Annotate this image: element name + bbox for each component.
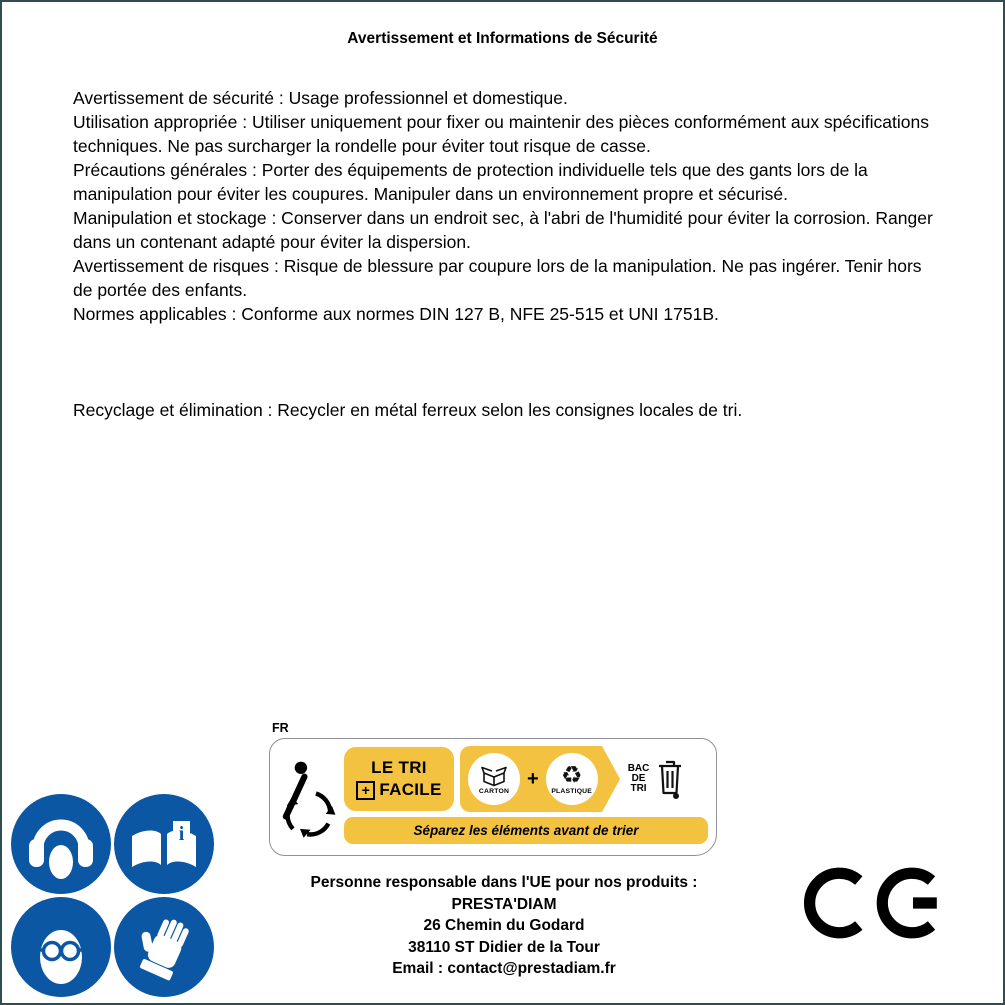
material-label: CARTON <box>478 788 510 795</box>
company-name: PRESTA'DIAM <box>451 895 557 913</box>
tri-facile-label <box>269 738 717 856</box>
responsible-person-block <box>257 872 751 980</box>
safety-paragraph: Utilisation appropriée : Utiliser uniquement pour fixer ou maintenir des pièces conformément aux spécifications techniques. Ne pas surcharger la rondelle pour éviter tout risque de casse. <box>73 112 929 156</box>
manual-book-glyph <box>114 794 214 894</box>
trash-bin-icon <box>655 758 685 800</box>
wear-eye-protection-icon <box>11 897 111 997</box>
le-tri-facile-pill <box>344 747 454 811</box>
safety-paragraph: Avertissement de sécurité : Usage professionnel et domestique. <box>73 88 568 108</box>
wear-ear-protection-icon <box>11 794 111 894</box>
safety-paragraph: Manipulation et stockage : Conserver dans un endroit sec, à l'abri de l'humidité pour éviter la corrosion. Ranger dans un contenant adapté pour éviter la dispersion. <box>73 208 933 252</box>
page-title: Avertissement et Informations de Sécurité <box>347 30 658 47</box>
read-instruction-manual-icon <box>114 794 214 894</box>
address-line-1: 26 Chemin du Godard <box>423 917 585 934</box>
recycling-paragraph: Recyclage et élimination : Recycler en métal ferreux selon les consignes locales de tri. <box>73 400 743 420</box>
bac-de-tri-label: BAC DE TRI <box>627 763 650 794</box>
responsible-heading: Personne responsable dans l'UE pour nos produits : <box>310 874 698 891</box>
arrow-chevron-icon <box>602 746 620 812</box>
svg-text:i: i <box>178 823 185 845</box>
address-line-2: 38110 ST Didier de la Tour <box>408 938 600 956</box>
le-tri-text: LE TRI <box>371 758 427 777</box>
wear-protective-gloves-icon <box>114 897 214 997</box>
mandatory-pictograms <box>11 794 214 997</box>
material-plastique <box>546 753 598 805</box>
ear-protection-glyph <box>11 794 111 894</box>
safety-text-block <box>73 86 945 422</box>
plus-separator: + <box>527 767 539 790</box>
safety-paragraph: Normes applicables : Conforme aux normes DIN 127 B, NFE 25-515 et UNI 1751B. <box>73 304 719 324</box>
glove-glyph <box>114 897 214 997</box>
goggles-glyph <box>11 897 111 997</box>
plus-box-icon: + <box>356 781 375 800</box>
country-code-label: FR <box>272 721 289 735</box>
carton-box-icon <box>481 763 507 787</box>
email-line: Email : contact@prestadiam.fr <box>392 960 616 977</box>
triman-icon <box>276 745 340 849</box>
facile-text: FACILE <box>379 780 442 799</box>
recycling-triangle-icon: ♻ <box>560 761 583 789</box>
safety-paragraph: Précautions générales : Porter des équipements de protection individuelle tels que des gants lors de la manipulation pour éviter les coupures. Manipuler dans un environnement propre et sécurisé. <box>73 160 868 204</box>
safety-paragraph: Avertissement de risques : Risque de blessure par coupure lors de la manipulation. Ne pas ingérer. Tenir hors de portée des enfants. <box>73 256 922 300</box>
material-label: PLASTIQUE <box>551 788 593 795</box>
material-carton <box>468 753 520 805</box>
ce-mark-icon <box>800 853 952 958</box>
tri-tagline: Séparez les éléments avant de trier <box>344 817 708 844</box>
materials-band <box>460 746 620 812</box>
